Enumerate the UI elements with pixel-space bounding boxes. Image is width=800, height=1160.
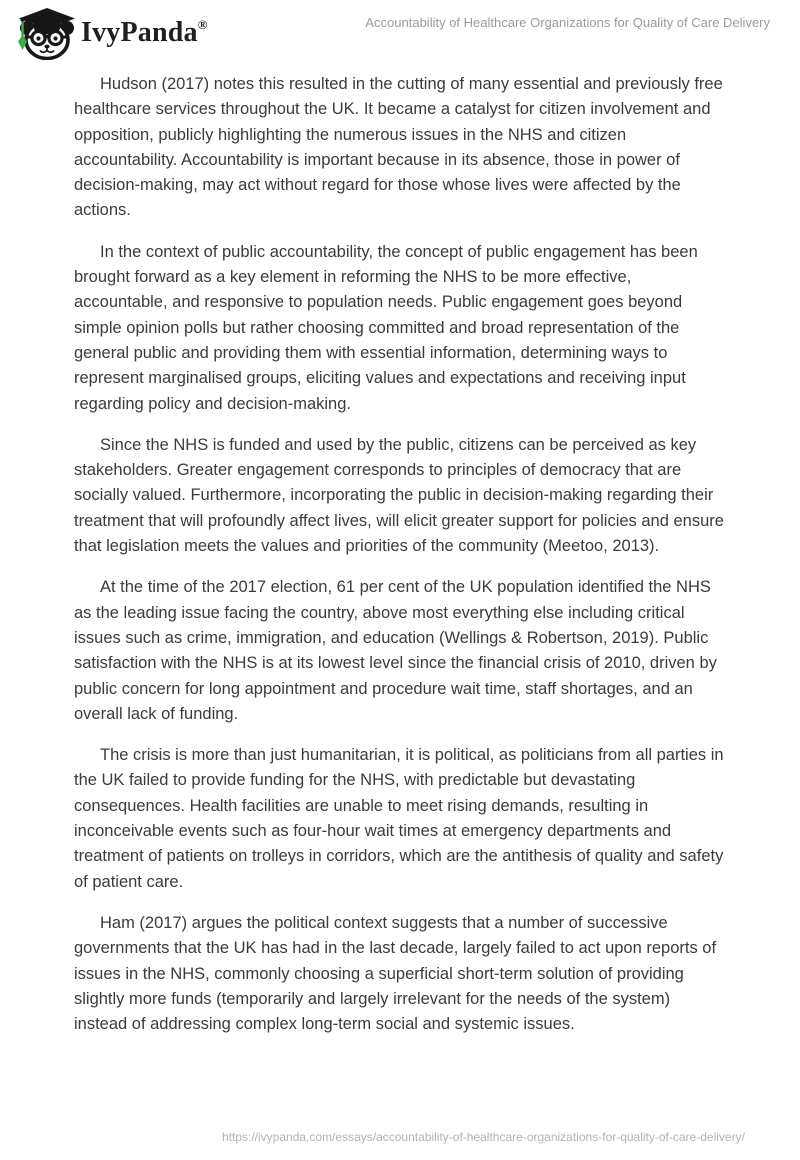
- paragraph: At the time of the 2017 election, 61 per cent of the UK population identified the NHS as the leading issue facing the country, above most everything else including critical issues such as crime, immigration, and education (Wellings & Robertson, 2019). Public satisfaction with the NHS is at its lowest level since the financial crisis of 2010, driven by public concern for long appointment and procedure wait time, staff shortages, and an overall lack of funding.: [74, 578, 717, 723]
- registered-trademark-symbol: ®: [197, 17, 208, 32]
- paragraph: Ham (2017) argues the political context suggests that a number of successive governments that the UK has had in the last decade, largely failed to act upon reports of issues in the NHS, commonly choosing a superficial short-term solution of providing slightly more funds (temporarily and largely irrelevant for the needs of the system) instead of addressing complex long-term social and systemic issues.: [74, 913, 717, 1034]
- paragraph: In the context of public accountability, the concept of public engagement has been brought forward as a key element in reforming the NHS to be more effective, accountable, and responsive to population needs. Public engagement goes beyond simple opinion polls but rather choosing committed and broad representation of the general public and providing them with essential information, determining ways to represent marginalised groups, eliciting values and expectations and receiving input regarding policy and decision-making.: [74, 242, 698, 413]
- brand-name-text: IvyPanda: [81, 17, 198, 48]
- panda-graduate-logo-icon: [14, 6, 76, 60]
- page-header: [0, 0, 800, 62]
- source-url: https://ivypanda.com/essays/accountability-of-healthcare-organizations-for-quality-of-care-delivery/: [222, 1130, 745, 1144]
- brand: [14, 6, 208, 60]
- document-body: [74, 72, 724, 1053]
- page-footer: [222, 1130, 745, 1144]
- paragraph: Since the NHS is funded and used by the public, citizens can be perceived as key stakeholders. Greater engagement corresponds to principles of democracy that are socially valued. Furthermore, incorporating the public in decision-making regarding their treatment that will profoundly affect lives, will elicit greater support for policies and ensure that legislation meets the values and priorities of the community (Meetoo, 2013).: [74, 435, 724, 556]
- brand-name: [81, 17, 208, 49]
- paragraph: The crisis is more than just humanitarian, it is political, as politicians from all parties in the UK failed to provide funding for the NHS, with predictable but devastating consequences. Health facilities are unable to meet rising demands, resulting in inconceivable events such as four-hour wait times at emergency departments and treatment of patients on trolleys in corridors, which are the antithesis of quality and safety of patient care.: [74, 746, 724, 891]
- document-title: Accountability of Healthcare Organizations for Quality of Care Delivery: [365, 15, 770, 30]
- paragraph: Hudson (2017) notes this resulted in the cutting of many essential and previously free healthcare services throughout the UK. It became a catalyst for citizen involvement and opposition, publicly highlighting the numerous issues in the NHS and citizen accountability. Accountability is important because in its absence, those in power of decision-making, may act without regard for those whose lives were affected by the actions.: [74, 75, 723, 220]
